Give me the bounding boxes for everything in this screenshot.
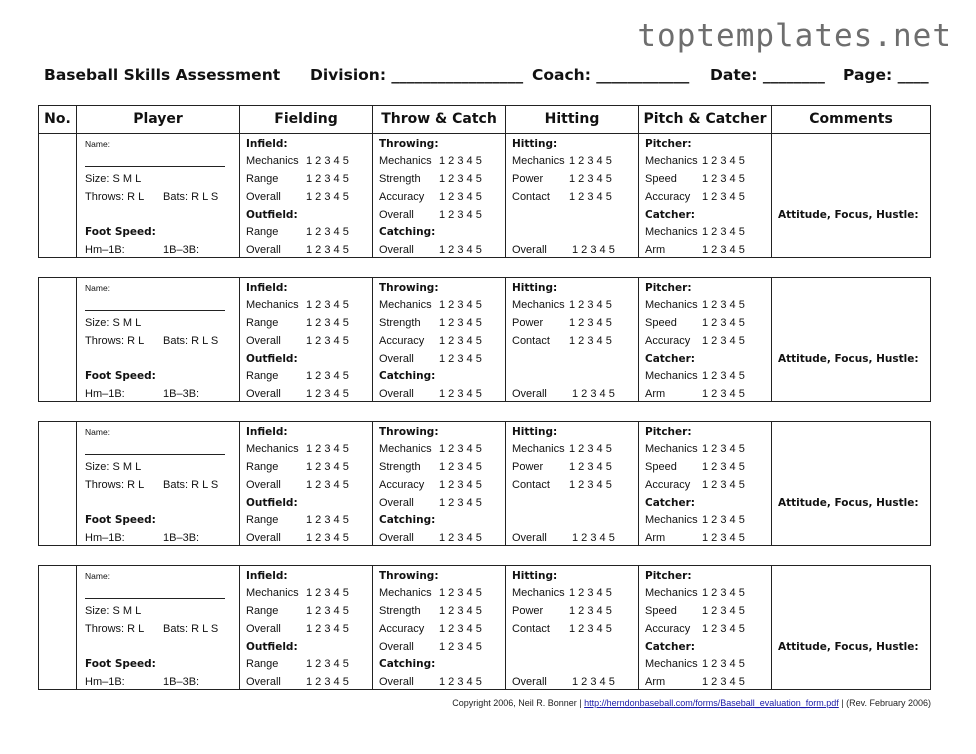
throw-accuracy-label: Accuracy <box>379 335 425 347</box>
rating-scale[interactable]: 1 2 3 4 5 <box>702 155 745 167</box>
rating-scale[interactable]: 1 2 3 4 5 <box>702 514 745 526</box>
pitch-mechanics-label: Mechanics <box>645 443 698 455</box>
throw-strength-label: Strength <box>379 173 421 185</box>
1b-3b-label: 1B–3B: <box>163 244 200 256</box>
hm-1b-label: Hm–1B: <box>85 532 125 544</box>
outfield-overall-label: Overall <box>246 244 281 256</box>
throwing-heading: Throwing: <box>379 426 439 438</box>
rating-scale[interactable]: 1 2 3 4 5 <box>439 479 482 491</box>
rating-scale[interactable]: 1 2 3 4 5 <box>702 226 745 238</box>
infield-range-label: Range <box>246 461 279 473</box>
rating-scale[interactable]: 1 2 3 4 5 <box>439 676 482 688</box>
hit-overall-label: Overall <box>512 388 547 400</box>
rating-scale[interactable]: 1 2 3 4 5 <box>569 461 612 473</box>
col-comments: Comments <box>809 111 893 127</box>
hit-mechanics-label: Mechanics <box>512 443 565 455</box>
rating-scale[interactable]: 1 2 3 4 5 <box>306 191 349 203</box>
outfield-heading: Outfield: <box>246 497 298 509</box>
player-row <box>38 421 931 546</box>
pitch-mechanics-label: Mechanics <box>645 155 698 167</box>
infield-overall-label: Overall <box>246 623 281 635</box>
throw-accuracy-label: Accuracy <box>379 191 425 203</box>
catcher-arm-label: Arm <box>645 676 666 688</box>
bats-option[interactable]: Bats: R L S <box>163 623 219 635</box>
rating-scale[interactable]: 1 2 3 4 5 <box>306 676 349 688</box>
rating-scale[interactable]: 1 2 3 4 5 <box>702 658 745 670</box>
throws-option[interactable]: Throws: R L <box>85 479 145 491</box>
watermark: toptemplates.net <box>637 18 952 54</box>
hitting-heading: Hitting: <box>512 426 558 438</box>
infield-heading: Infield: <box>246 282 288 294</box>
1b-3b-label: 1B–3B: <box>163 532 200 544</box>
hm-1b-label: Hm–1B: <box>85 388 125 400</box>
col-no: No. <box>44 111 71 127</box>
catcher-mechanics-label: Mechanics <box>645 370 698 382</box>
rating-scale[interactable]: 1 2 3 4 5 <box>702 443 745 455</box>
rating-scale[interactable]: 1 2 3 4 5 <box>306 173 349 185</box>
infield-heading: Infield: <box>246 138 288 150</box>
rating-scale[interactable]: 1 2 3 4 5 <box>702 623 745 635</box>
rating-scale[interactable]: 1 2 3 4 5 <box>702 191 745 203</box>
pitcher-heading: Pitcher: <box>645 138 692 150</box>
hit-power-label: Power <box>512 173 544 185</box>
catcher-mechanics-label: Mechanics <box>645 514 698 526</box>
hm-1b-label: Hm–1B: <box>85 676 125 688</box>
throw-mechanics-label: Mechanics <box>379 299 432 311</box>
foot-speed-label: Foot Speed: <box>85 370 156 382</box>
rating-scale[interactable]: 1 2 3 4 5 <box>572 388 615 400</box>
rating-scale[interactable]: 1 2 3 4 5 <box>439 155 482 167</box>
rating-scale[interactable]: 1 2 3 4 5 <box>306 370 349 382</box>
rating-scale[interactable]: 1 2 3 4 5 <box>439 317 482 329</box>
catcher-mechanics-label: Mechanics <box>645 658 698 670</box>
rating-scale[interactable]: 1 2 3 4 5 <box>439 353 482 365</box>
hit-overall-label: Overall <box>512 244 547 256</box>
name-line[interactable] <box>85 454 225 455</box>
throw-strength-label: Strength <box>379 317 421 329</box>
name-label: Name: <box>85 427 111 437</box>
hit-power-label: Power <box>512 317 544 329</box>
size-option[interactable]: Size: S M L <box>85 317 142 329</box>
rating-scale[interactable]: 1 2 3 4 5 <box>439 641 482 653</box>
outfield-overall-label: Overall <box>246 532 281 544</box>
infield-range-label: Range <box>246 173 279 185</box>
foot-speed-label: Foot Speed: <box>85 658 156 670</box>
catcher-arm-label: Arm <box>645 388 666 400</box>
infield-mechanics-label: Mechanics <box>246 443 299 455</box>
rating-scale[interactable]: 1 2 3 4 5 <box>439 209 482 221</box>
rating-scale[interactable]: 1 2 3 4 5 <box>439 173 482 185</box>
coach-field[interactable]: Coach: ____________ <box>532 66 690 84</box>
size-option[interactable]: Size: S M L <box>85 605 142 617</box>
hitting-heading: Hitting: <box>512 570 558 582</box>
rating-scale[interactable]: 1 2 3 4 5 <box>572 532 615 544</box>
throw-accuracy-label: Accuracy <box>379 479 425 491</box>
bats-option[interactable]: Bats: R L S <box>163 191 219 203</box>
rating-scale[interactable]: 1 2 3 4 5 <box>306 155 349 167</box>
rating-scale[interactable]: 1 2 3 4 5 <box>439 532 482 544</box>
throw-mechanics-label: Mechanics <box>379 587 432 599</box>
player-row <box>38 133 931 258</box>
hit-power-label: Power <box>512 605 544 617</box>
pitch-speed-label: Speed <box>645 461 677 473</box>
player-row <box>38 565 931 690</box>
1b-3b-label: 1B–3B: <box>163 388 200 400</box>
table-header <box>38 105 931 133</box>
rating-scale[interactable]: 1 2 3 4 5 <box>306 623 349 635</box>
infield-heading: Infield: <box>246 426 288 438</box>
rating-scale[interactable]: 1 2 3 4 5 <box>702 317 745 329</box>
hitting-heading: Hitting: <box>512 138 558 150</box>
col-fielding: Fielding <box>274 111 338 127</box>
infield-overall-label: Overall <box>246 335 281 347</box>
hit-contact-label: Contact <box>512 191 550 203</box>
col-throw-catch: Throw & Catch <box>381 111 497 127</box>
foot-speed-label: Foot Speed: <box>85 226 156 238</box>
rating-scale[interactable]: 1 2 3 4 5 <box>439 388 482 400</box>
rating-scale[interactable]: 1 2 3 4 5 <box>702 173 745 185</box>
col-hitting: Hitting <box>544 111 600 127</box>
catcher-heading: Catcher: <box>645 497 696 509</box>
infield-overall-label: Overall <box>246 191 281 203</box>
rating-scale[interactable]: 1 2 3 4 5 <box>569 335 612 347</box>
rating-scale[interactable]: 1 2 3 4 5 <box>306 479 349 491</box>
pitcher-heading: Pitcher: <box>645 570 692 582</box>
infield-mechanics-label: Mechanics <box>246 587 299 599</box>
hit-contact-label: Contact <box>512 479 550 491</box>
outfield-range-label: Range <box>246 514 279 526</box>
infield-range-label: Range <box>246 317 279 329</box>
throwing-heading: Throwing: <box>379 138 439 150</box>
rating-scale[interactable]: 1 2 3 4 5 <box>306 226 349 238</box>
throw-mechanics-label: Mechanics <box>379 443 432 455</box>
rating-scale[interactable]: 1 2 3 4 5 <box>306 443 349 455</box>
rating-scale[interactable]: 1 2 3 4 5 <box>702 461 745 473</box>
outfield-range-label: Range <box>246 370 279 382</box>
catching-heading: Catching: <box>379 226 436 238</box>
pitch-mechanics-label: Mechanics <box>645 299 698 311</box>
catch-overall-label: Overall <box>379 388 414 400</box>
rating-scale[interactable]: 1 2 3 4 5 <box>702 587 745 599</box>
pitch-accuracy-label: Accuracy <box>645 479 691 491</box>
name-line[interactable] <box>85 598 225 599</box>
rating-scale[interactable]: 1 2 3 4 5 <box>306 658 349 670</box>
catcher-arm-label: Arm <box>645 532 666 544</box>
rating-scale[interactable]: 1 2 3 4 5 <box>439 244 482 256</box>
infield-mechanics-label: Mechanics <box>246 299 299 311</box>
size-option[interactable]: Size: S M L <box>85 461 142 473</box>
rating-scale[interactable]: 1 2 3 4 5 <box>306 335 349 347</box>
rating-scale[interactable]: 1 2 3 4 5 <box>569 443 612 455</box>
1b-3b-label: 1B–3B: <box>163 676 200 688</box>
size-option[interactable]: Size: S M L <box>85 173 142 185</box>
rating-scale[interactable]: 1 2 3 4 5 <box>569 173 612 185</box>
hit-mechanics-label: Mechanics <box>512 587 565 599</box>
throws-option[interactable]: Throws: R L <box>85 623 145 635</box>
rating-scale[interactable]: 1 2 3 4 5 <box>702 479 745 491</box>
name-label: Name: <box>85 571 111 581</box>
infield-range-label: Range <box>246 605 279 617</box>
rating-scale[interactable]: 1 2 3 4 5 <box>439 191 482 203</box>
division-field[interactable]: Division: _________________ <box>310 66 524 84</box>
pitcher-heading: Pitcher: <box>645 426 692 438</box>
form-link[interactable]: http://herndonbaseball.com/forms/Baseball_evaluation_form.pdf <box>584 698 839 708</box>
throw-accuracy-label: Accuracy <box>379 623 425 635</box>
rating-scale[interactable]: 1 2 3 4 5 <box>439 497 482 509</box>
attitude-label: Attitude, Focus, Hustle: <box>778 497 919 509</box>
catcher-heading: Catcher: <box>645 641 696 653</box>
pitch-speed-label: Speed <box>645 317 677 329</box>
form-header <box>44 66 944 88</box>
rating-scale[interactable]: 1 2 3 4 5 <box>439 299 482 311</box>
rating-scale[interactable]: 1 2 3 4 5 <box>702 605 745 617</box>
rating-scale[interactable]: 1 2 3 4 5 <box>306 605 349 617</box>
footer <box>0 698 931 708</box>
name-label: Name: <box>85 139 111 149</box>
outfield-heading: Outfield: <box>246 209 298 221</box>
hit-power-label: Power <box>512 461 544 473</box>
attitude-label: Attitude, Focus, Hustle: <box>778 353 919 365</box>
rating-scale[interactable]: 1 2 3 4 5 <box>702 388 745 400</box>
catching-heading: Catching: <box>379 514 436 526</box>
col-pitch-catcher: Pitch & Catcher <box>643 111 767 127</box>
throw-mechanics-label: Mechanics <box>379 155 432 167</box>
hit-contact-label: Contact <box>512 623 550 635</box>
rating-scale[interactable]: 1 2 3 4 5 <box>702 370 745 382</box>
throw-strength-label: Strength <box>379 605 421 617</box>
pitch-mechanics-label: Mechanics <box>645 587 698 599</box>
rating-scale[interactable]: 1 2 3 4 5 <box>569 317 612 329</box>
infield-mechanics-label: Mechanics <box>246 155 299 167</box>
bats-option[interactable]: Bats: R L S <box>163 335 219 347</box>
catcher-heading: Catcher: <box>645 353 696 365</box>
outfield-heading: Outfield: <box>246 641 298 653</box>
rating-scale[interactable]: 1 2 3 4 5 <box>306 388 349 400</box>
rating-scale[interactable]: 1 2 3 4 5 <box>306 461 349 473</box>
throws-option[interactable]: Throws: R L <box>85 191 145 203</box>
throw-overall-label: Overall <box>379 641 414 653</box>
page-field[interactable]: Page: ____ <box>843 66 929 84</box>
rating-scale[interactable]: 1 2 3 4 5 <box>306 532 349 544</box>
catcher-mechanics-label: Mechanics <box>645 226 698 238</box>
catching-heading: Catching: <box>379 658 436 670</box>
hit-contact-label: Contact <box>512 335 550 347</box>
throw-overall-label: Overall <box>379 209 414 221</box>
throw-strength-label: Strength <box>379 461 421 473</box>
outfield-heading: Outfield: <box>246 353 298 365</box>
name-line[interactable] <box>85 166 225 167</box>
infield-overall-label: Overall <box>246 479 281 491</box>
rating-scale[interactable]: 1 2 3 4 5 <box>702 244 745 256</box>
rating-scale[interactable]: 1 2 3 4 5 <box>569 479 612 491</box>
pitch-accuracy-label: Accuracy <box>645 335 691 347</box>
throw-overall-label: Overall <box>379 353 414 365</box>
rating-scale[interactable]: 1 2 3 4 5 <box>702 676 745 688</box>
copyright-text: Copyright 2006, Neil R. Bonner | <box>452 698 585 708</box>
rating-scale[interactable]: 1 2 3 4 5 <box>439 335 482 347</box>
outfield-overall-label: Overall <box>246 388 281 400</box>
rating-scale[interactable]: 1 2 3 4 5 <box>306 299 349 311</box>
name-label: Name: <box>85 283 111 293</box>
pitch-accuracy-label: Accuracy <box>645 191 691 203</box>
rating-scale[interactable]: 1 2 3 4 5 <box>439 443 482 455</box>
hit-mechanics-label: Mechanics <box>512 299 565 311</box>
rating-scale[interactable]: 1 2 3 4 5 <box>569 299 612 311</box>
catch-overall-label: Overall <box>379 676 414 688</box>
pitcher-heading: Pitcher: <box>645 282 692 294</box>
attitude-label: Attitude, Focus, Hustle: <box>778 641 919 653</box>
outfield-range-label: Range <box>246 226 279 238</box>
rating-scale[interactable]: 1 2 3 4 5 <box>572 244 615 256</box>
rating-scale[interactable]: 1 2 3 4 5 <box>569 623 612 635</box>
rating-scale[interactable]: 1 2 3 4 5 <box>439 461 482 473</box>
catching-heading: Catching: <box>379 370 436 382</box>
throwing-heading: Throwing: <box>379 570 439 582</box>
hitting-heading: Hitting: <box>512 282 558 294</box>
rating-scale[interactable]: 1 2 3 4 5 <box>569 587 612 599</box>
throwing-heading: Throwing: <box>379 282 439 294</box>
throw-overall-label: Overall <box>379 497 414 509</box>
hit-mechanics-label: Mechanics <box>512 155 565 167</box>
outfield-range-label: Range <box>246 658 279 670</box>
catcher-arm-label: Arm <box>645 244 666 256</box>
rating-scale[interactable]: 1 2 3 4 5 <box>572 676 615 688</box>
pitch-speed-label: Speed <box>645 605 677 617</box>
throws-option[interactable]: Throws: R L <box>85 335 145 347</box>
player-row <box>38 277 931 402</box>
rating-scale[interactable]: 1 2 3 4 5 <box>306 317 349 329</box>
hm-1b-label: Hm–1B: <box>85 244 125 256</box>
outfield-overall-label: Overall <box>246 676 281 688</box>
name-line[interactable] <box>85 310 225 311</box>
catcher-heading: Catcher: <box>645 209 696 221</box>
rating-scale[interactable]: 1 2 3 4 5 <box>306 244 349 256</box>
rating-scale[interactable]: 1 2 3 4 5 <box>439 605 482 617</box>
hit-overall-label: Overall <box>512 676 547 688</box>
hit-overall-label: Overall <box>512 532 547 544</box>
col-player: Player <box>133 111 183 127</box>
catch-overall-label: Overall <box>379 244 414 256</box>
rating-scale[interactable]: 1 2 3 4 5 <box>439 623 482 635</box>
infield-heading: Infield: <box>246 570 288 582</box>
rating-scale[interactable]: 1 2 3 4 5 <box>439 587 482 599</box>
rating-scale[interactable]: 1 2 3 4 5 <box>702 335 745 347</box>
rating-scale[interactable]: 1 2 3 4 5 <box>569 191 612 203</box>
rating-scale[interactable]: 1 2 3 4 5 <box>569 605 612 617</box>
rating-scale[interactable]: 1 2 3 4 5 <box>569 155 612 167</box>
catch-overall-label: Overall <box>379 532 414 544</box>
bats-option[interactable]: Bats: R L S <box>163 479 219 491</box>
date-field[interactable]: Date: ________ <box>710 66 825 84</box>
pitch-speed-label: Speed <box>645 173 677 185</box>
foot-speed-label: Foot Speed: <box>85 514 156 526</box>
attitude-label: Attitude, Focus, Hustle: <box>778 209 919 221</box>
rating-scale[interactable]: 1 2 3 4 5 <box>306 587 349 599</box>
page-title: Baseball Skills Assessment <box>44 66 281 84</box>
rating-scale[interactable]: 1 2 3 4 5 <box>702 532 745 544</box>
revision-text: | (Rev. February 2006) <box>838 698 931 708</box>
rating-scale[interactable]: 1 2 3 4 5 <box>306 514 349 526</box>
rating-scale[interactable]: 1 2 3 4 5 <box>702 299 745 311</box>
pitch-accuracy-label: Accuracy <box>645 623 691 635</box>
